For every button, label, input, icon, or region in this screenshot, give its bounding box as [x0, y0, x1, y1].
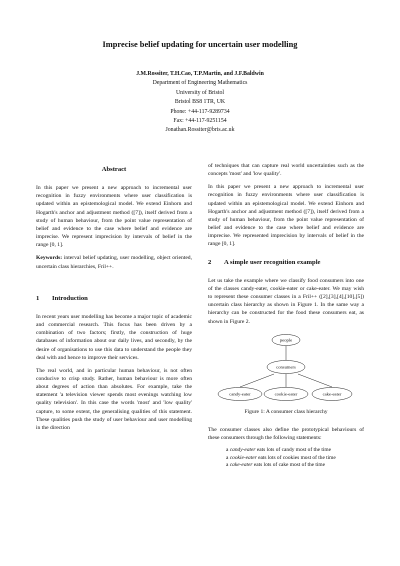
- statements-intro: The consumer classes also define the prototypical behaviours of these consumers through the following statements:: [208, 426, 364, 441]
- keywords-label: Keywords:: [36, 255, 63, 262]
- intro-paragraph: In recent years user modelling has become a major topic of academic and commercial research. This focus has been driven by a combination of two factors; firstly, the construction of huge databases of information about our daily lives, and secondly, by the desire of organisations to use this data to understand the people they deal with and hence to improve their services.: [36, 313, 192, 361]
- left-column: [36, 160, 192, 437]
- class-name: cookie-eater: [229, 454, 257, 461]
- statement-line: a cake-eater eats lots of cake most of the time: [226, 462, 325, 469]
- node-label-people: people: [279, 337, 293, 343]
- hierarchy-diagram: [208, 334, 364, 404]
- author-email: Jonathan.Rossiter@bris.ac.uk: [165, 127, 235, 134]
- affiliation-line: Department of Engineering Mathematics: [152, 80, 248, 87]
- keywords-paragraph: [36, 254, 192, 270]
- keywords-text: interval belief updating, user modelling, object oriented, uncertain class hierarchies, Fril++.: [36, 255, 192, 270]
- paper-title: Imprecise belief updating for uncertain user modelling: [102, 40, 298, 49]
- node-label-candy-eater: candy-eater: [229, 391, 251, 397]
- section-title: Introduction: [52, 294, 88, 302]
- section-number: 1: [36, 294, 40, 302]
- continuation-paragraph: of techniques that can capture real world uncertainties such as the concepts 'most' and 'low quality'.: [208, 163, 364, 178]
- class-name: candy-eater: [229, 447, 256, 454]
- affiliation-line: University of Bristol: [176, 89, 224, 96]
- class-name: cake-eater: [229, 462, 253, 469]
- statement-line: a cookie-eater eats lots of cookies most of the time: [226, 454, 336, 461]
- node-label-consumers: consumers: [276, 364, 296, 370]
- section-heading-introduction: [36, 295, 192, 303]
- statement-line: a candy-eater eats lots of candy most of the time: [226, 447, 331, 454]
- affiliation-line: Phone: +44-117-9289734: [170, 108, 230, 115]
- figure-class-hierarchy: [208, 334, 364, 404]
- right-column: [208, 162, 364, 470]
- affiliation-line: Fax: +44-117-9251154: [173, 118, 227, 125]
- abstract-heading: Abstract: [101, 166, 127, 173]
- edge-consumers-cake: [298, 374, 332, 387]
- example-paragraph: Let us take the example where we classify food consumers into one of the classes candy-eater, cookie-eater or cake-eater. We may wish to represent these consumer classes in a Fril++ ([2],[3],[4],[10],[5]) uncertain class hierarchy as shown in Figure 1. In the same way a hierarchy can be constructed for the food these consumers eat, as shown in Figure 2.: [208, 277, 364, 325]
- section-title: A simple user recognition example: [224, 258, 321, 266]
- node-label-cake-eater: cake-eater: [322, 391, 342, 397]
- abstract-text: In this paper we present a new approach to incremental user recognition in fuzzy environments where user classification is updated within an epistemological model. We extend Einhorn and Hogarth's anchor and adjustment method ([7]), itself derived from a study of human behaviour, from the point value representation of belief and evidence to the case where belief and evidence are imprecise. We represent imprecision by intervals of belief in the range [0, 1].: [36, 185, 192, 249]
- node-label-cookie-eater: cookie-eater: [274, 391, 298, 397]
- section-heading-example: [208, 259, 364, 267]
- approach-paragraph: In this paper we present a new approach to incremental user recognition in fuzzy environments where user classification is updated within an epistemological model. We extend Einhorn and Hogarth's anchor and adjustment method ([7]), itself derived from a study of human behaviour, from the point value representation of belief and evidence to the case where belief and evidence are imprecise. We represented imprecision by intervals of belief in the range [0, 1].: [208, 184, 364, 248]
- author-block: [0, 70, 400, 136]
- intro-paragraph: The real world, and in particular human behaviour, is not often conducive to crisp study. Rather, human behaviour is more often about degrees of action than absolutes. For example, take the statement 'a television viewer spends most evenings watching low quality television'. In this case the words 'most' and 'low quality' capture, to some extent, the generalising qualities of this statement. These qualities push the study of user behaviour and user modelling in the direction: [36, 367, 192, 431]
- affiliation-line: Bristol BS8 1TR, UK: [174, 99, 226, 106]
- figure-caption: Figure 1: A consumer class hierarchy: [244, 408, 328, 415]
- section-number: 2: [208, 258, 212, 266]
- edge-consumers-candy: [240, 374, 274, 387]
- author-names: J.M.Rossiter, T.H.Cao, T.P.Martin, and J.F.Baldwin: [136, 71, 264, 77]
